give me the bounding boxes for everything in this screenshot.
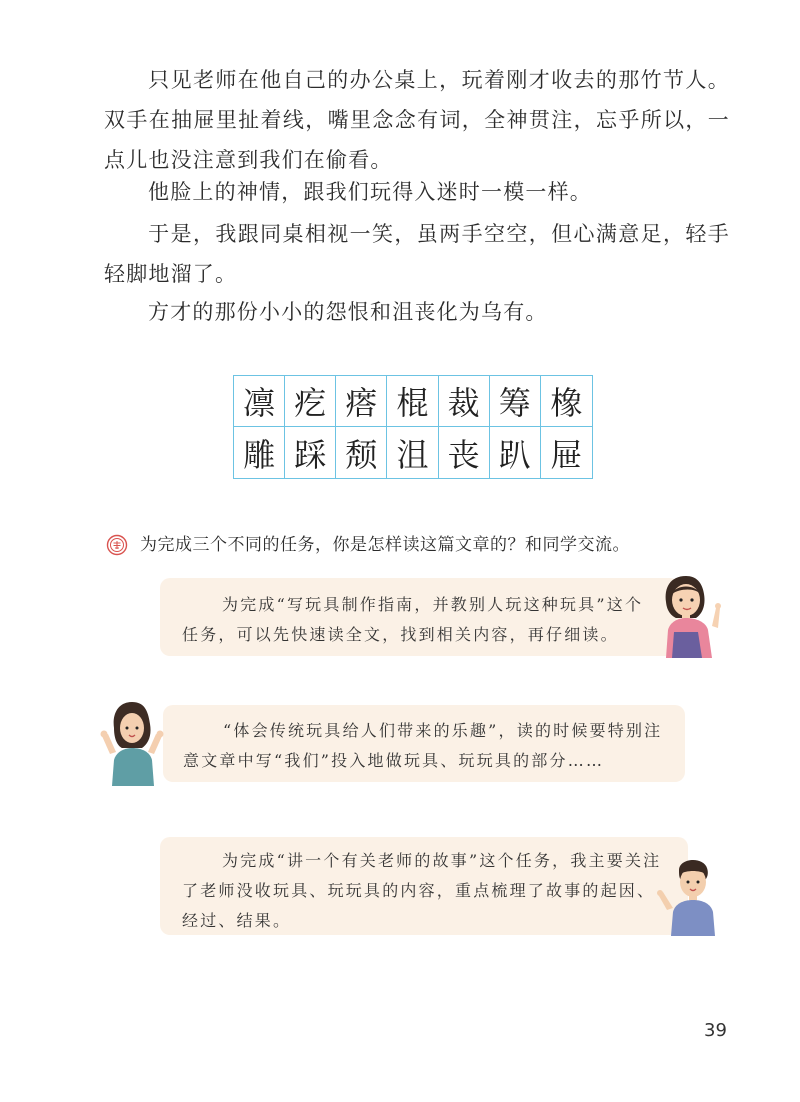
vocab-char: 沮 — [387, 427, 438, 478]
paragraph-2: 他脸上的神情，跟我们玩得入迷时一模一样。 — [148, 180, 592, 204]
vocab-char: 筹 — [490, 376, 541, 427]
bubble-text: 为完成“讲一个有关老师的故事”这个任务，我主要关注了老师没收玩具、玩玩具的内容，重点梳理了故事的起因、经过、结果。 — [182, 851, 662, 930]
vocab-char: 踩 — [285, 427, 336, 478]
paragraph-1: 只见老师在他自己的办公桌上，玩着刚才收去的那竹节人。双手在抽屉里扯着线，嘴里念念有词，全神贯注，忘乎所以，一点儿也没注意到我们在偷看。 — [104, 68, 730, 172]
page-number: 39 — [704, 1020, 727, 1041]
boy-student-illustration — [655, 852, 737, 936]
bubble-text: 为完成“写玩具制作指南，并教别人玩这种玩具”这个任务，可以先快速读全文，找到相关内容，再仔细读。 — [182, 595, 644, 644]
girl-student-illustration-2 — [98, 696, 168, 786]
exercise-seal-icon — [106, 534, 128, 556]
paragraph-3: 于是，我跟同桌相视一笑，虽两手空空，但心满意足，轻手轻脚地溜了。 — [104, 222, 730, 286]
vocab-char: 颓 — [336, 427, 387, 478]
task-prompt: 为完成三个不同的任务，你是怎样读这篇文章的？和同学交流。 — [140, 535, 630, 555]
vocab-char: 裁 — [439, 376, 490, 427]
vocab-char: 趴 — [490, 427, 541, 478]
vocab-char: 橡 — [541, 376, 592, 427]
vocab-char: 凛 — [234, 376, 285, 427]
vocab-char: 棍 — [387, 376, 438, 427]
vocabulary-grid — [233, 375, 593, 479]
bubble-text: “体会传统玩具给人们带来的乐趣”，读的时候要特别注意文章中写“我们”投入地做玩具、玩玩具的部分…… — [183, 721, 663, 770]
vocab-char: 雕 — [234, 427, 285, 478]
vocab-char: 疙 — [285, 376, 336, 427]
girl-student-illustration — [650, 572, 734, 658]
vocab-char: 丧 — [439, 427, 490, 478]
speech-bubble-3 — [160, 837, 688, 935]
vocab-char: 屉 — [550, 435, 583, 474]
speech-bubble-2 — [163, 705, 685, 782]
paragraph-4: 方才的那份小小的怨恨和沮丧化为乌有。 — [148, 300, 548, 324]
vocab-char: 瘩 — [336, 376, 387, 427]
speech-bubble-1 — [160, 578, 680, 656]
